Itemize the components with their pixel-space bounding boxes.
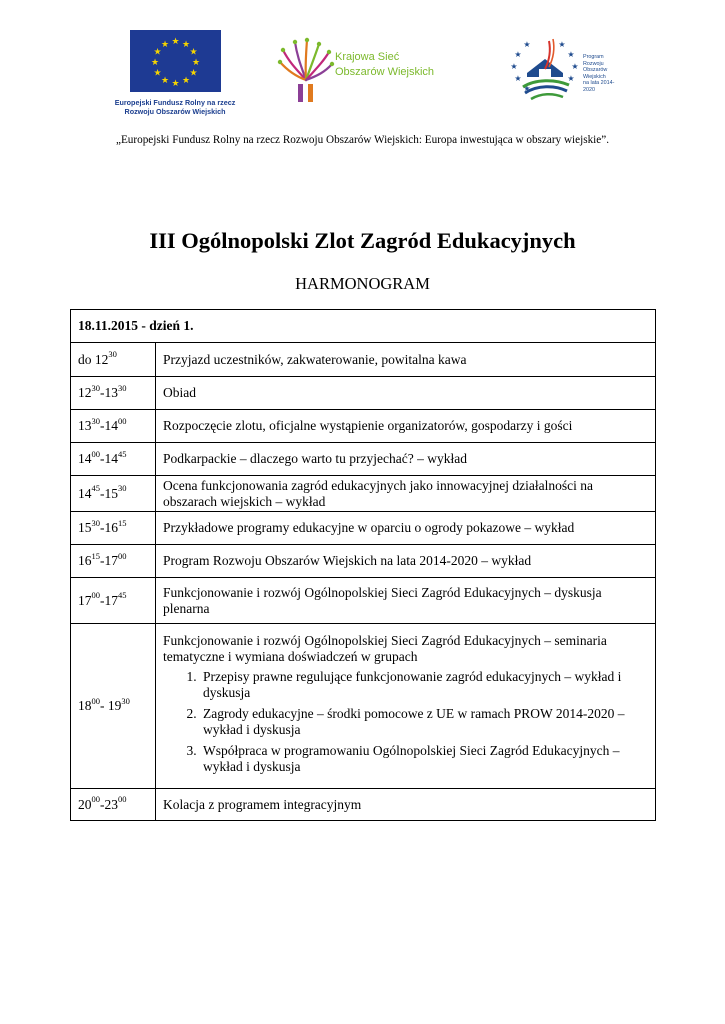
svg-text:★: ★ — [152, 47, 162, 58]
activity-cell: Program Rozwoju Obszarów Wiejskich na lata 2014-2020 – wykład — [156, 545, 656, 578]
svg-text:★: ★ — [170, 79, 180, 89]
time-cell: $13^{30}-14^{00}$ — [71, 410, 156, 443]
svg-text:★: ★ — [510, 62, 518, 71]
svg-text:★: ★ — [150, 58, 159, 68]
svg-text:★: ★ — [523, 84, 531, 93]
activity-cell: Kolacja z programem integracyjnym — [156, 789, 656, 821]
activity-cell — [156, 624, 656, 789]
prow-line2: Rozwoju — [583, 60, 604, 67]
activity-cell: Funkcjonowanie i rozwój Ogólnopolskiej Sieci Zagród Edukacyjnych – dyskusja plenarna — [156, 578, 656, 624]
activity-cell: Ocena funkcjonowania zagród edukacyjnych jako innowacyjnej działalności na obszarach wiejskich – wykład — [156, 476, 656, 512]
table-row — [71, 476, 656, 512]
prow-line5: na lata 2014-2020 — [583, 80, 615, 93]
table-row — [71, 512, 656, 545]
ksow-tree-icon — [277, 36, 335, 106]
table-row — [71, 443, 656, 476]
activity-cell: Przykładowe programy edukacyjne w oparciu o ogrody pokazowe – wykład — [156, 512, 656, 545]
prow-line3: Obszarów — [583, 67, 608, 74]
activity-cell: Przyjazd uczestników, zakwaterowanie, powitalna kawa — [156, 343, 656, 377]
svg-text:★: ★ — [160, 76, 169, 86]
time-cell: do $12^{30}$ — [71, 343, 156, 377]
svg-text:★: ★ — [514, 50, 522, 59]
svg-text:★: ★ — [571, 62, 579, 71]
time-cell: $15^{30}-16^{15}$ — [71, 512, 156, 545]
time-cell: $20^{00}-23^{00}$ — [71, 789, 156, 821]
session-topics-list — [163, 669, 648, 775]
svg-text:★: ★ — [188, 68, 198, 79]
ksow-line2: Obszarów Wiejskich — [335, 66, 435, 78]
page-subtitle: HARMONOGRAM — [295, 274, 430, 293]
time-cell: $14^{00}-14^{45}$ — [71, 443, 156, 476]
slogan: „Europejski Fundusz Rolny na rzecz Rozwoju Obszarów Wiejskich: Europa inwestująca w obszary wiejskie”. — [115, 134, 609, 146]
svg-text:★: ★ — [170, 37, 180, 47]
table-row — [71, 410, 656, 443]
svg-text:★: ★ — [188, 47, 198, 58]
prow-emblem-icon — [505, 33, 585, 105]
schedule-table — [70, 309, 656, 821]
activity-cell: Rozpoczęcie zlotu, oficjalne wystąpienie organizatorów, gospodarzy i gości — [156, 410, 656, 443]
time-cell: $12^{30}-13^{30}$ — [71, 377, 156, 410]
activity-cell: Podkarpackie – dlaczego warto tu przyjechać? – wykład — [156, 443, 656, 476]
time-cell: $14^{45}-15^{30}$ — [71, 476, 156, 512]
svg-text:★: ★ — [160, 40, 169, 50]
svg-text:★: ★ — [152, 68, 162, 79]
table-row — [71, 545, 656, 578]
day-header-row — [71, 310, 656, 343]
list-item: 1. Przepisy prawne regulujące funkcjonowanie zagród edukacyjnych – wykład i dyskusja — [200, 669, 648, 701]
svg-text:★: ★ — [567, 74, 575, 83]
activity-cell: Obiad — [156, 377, 656, 410]
eu-caption-line2: Rozwoju Obszarów Wiejskich — [124, 107, 226, 116]
eu-caption — [100, 98, 250, 116]
time-cell: $16^{15}-17^{00}$ — [71, 545, 156, 578]
prow-logo — [505, 33, 625, 105]
session-intro: Funkcjonowanie i rozwój Ogólnopolskiej Sieci Zagród Edukacyjnych – seminaria tematyczne i wymiana doświadczeń w grupach — [163, 632, 607, 664]
time-cell: $18^{00}-$ $19^{30}$ — [71, 624, 156, 789]
day-header: 18.11.2015 - dzień 1. — [71, 310, 656, 343]
svg-text:★: ★ — [181, 40, 190, 50]
svg-text:★: ★ — [567, 50, 575, 59]
prow-line1: Program — [583, 54, 604, 60]
ksow-line1: Krajowa Sieć — [335, 51, 400, 63]
time-cell: $17^{00}-17^{45}$ — [71, 578, 156, 624]
table-row — [71, 624, 656, 789]
svg-text:★: ★ — [558, 40, 566, 49]
prow-text — [583, 54, 625, 94]
ksow-text — [335, 50, 434, 80]
table-row — [71, 343, 656, 377]
eu-logo — [100, 30, 250, 116]
svg-text:★: ★ — [523, 40, 531, 49]
svg-text:★: ★ — [191, 58, 200, 68]
table-row — [71, 789, 656, 821]
prow-line4: Wiejskich — [583, 73, 606, 80]
svg-text:★: ★ — [514, 74, 522, 83]
page-title: III Ogólnopolski Zlot Zagród Edukacyjnych — [149, 228, 576, 253]
eu-flag-icon — [130, 30, 221, 92]
eu-caption-line1: Europejski Fundusz Rolny na rzecz — [114, 98, 236, 107]
list-item: 2. Zagrody edukacyjne – środki pomocowe z UE w ramach PROW 2014-2020 – wykład i dyskusja — [200, 706, 648, 738]
list-item: 3. Współpraca w programowaniu Ogólnopolskiej Sieci Zagród Edukacyjnych – wykład i dyskusja — [200, 743, 648, 775]
svg-text:★: ★ — [181, 76, 190, 86]
table-row — [71, 377, 656, 410]
table-row — [71, 578, 656, 624]
ksow-logo — [277, 36, 457, 106]
